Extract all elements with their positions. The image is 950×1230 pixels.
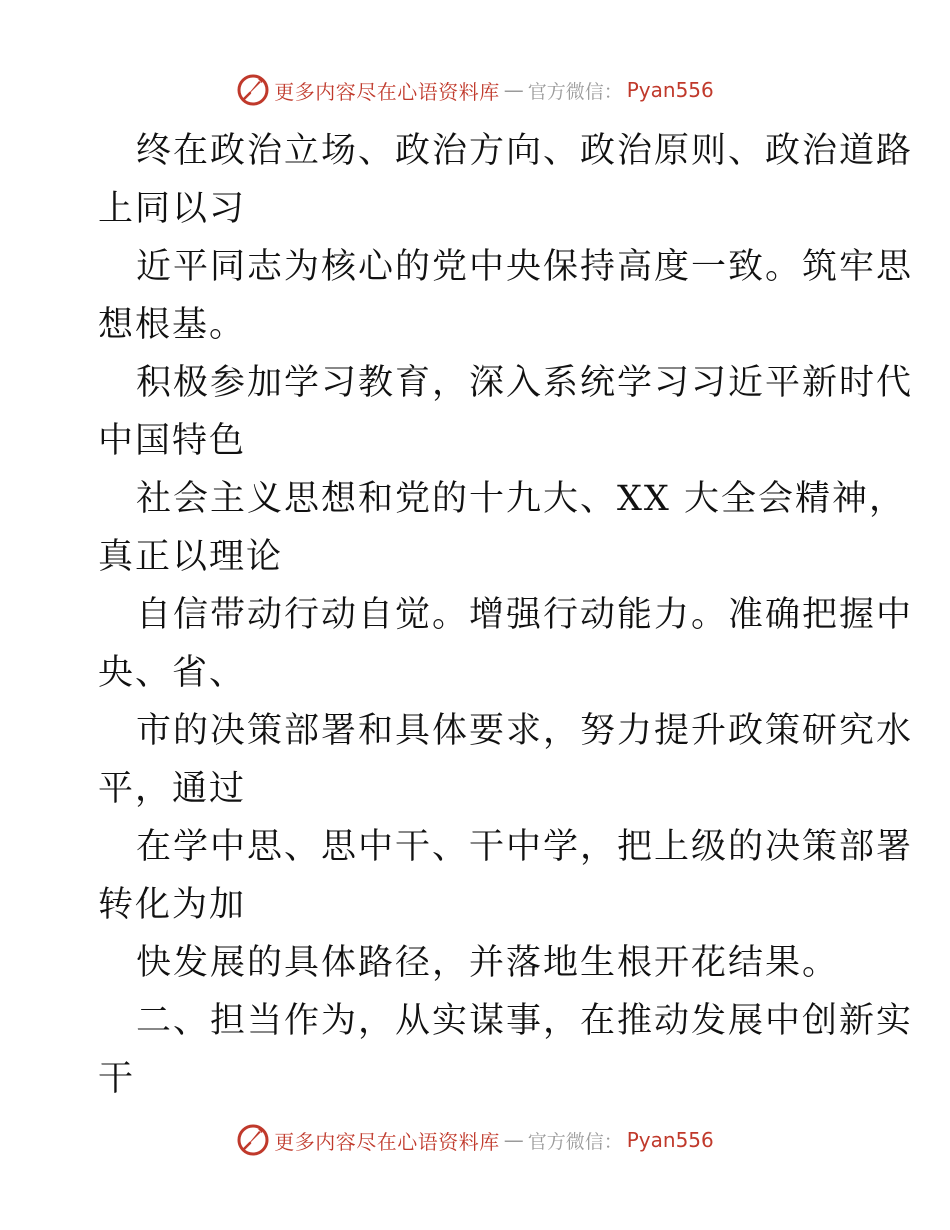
watermark-brand-text: 更多内容尽在心语资料库 — [274, 1129, 500, 1154]
text-line: 在学中思、思中干、干中学，把上级的决策部署 — [136, 827, 914, 867]
footer-watermark — [0, 1120, 950, 1160]
watermark-separator: — — [503, 1128, 524, 1152]
text-line: 转化为加 — [98, 885, 247, 925]
watermark-separator: — — [503, 78, 524, 102]
document-body — [98, 122, 914, 1108]
text-line: 近平同志为核心的党中央保持高度一致。筑牢思 — [136, 247, 914, 287]
text-line: 社会主义思想和党的十九大、XX 大全会精神， — [136, 479, 906, 519]
text-line: 平，通过 — [98, 769, 247, 809]
watermark-wechat-id: Pyan556 — [626, 1128, 714, 1152]
watermark-wechat-label: 官方微信： — [527, 1130, 623, 1153]
text-line: 上同以习 — [98, 189, 247, 229]
text-line: 想根基。 — [98, 305, 247, 345]
header-watermark — [0, 70, 950, 110]
text-line: 终在政治立场、政治方向、政治原则、政治道路 — [136, 131, 914, 171]
quill-pen-logo-icon — [236, 1123, 270, 1157]
text-line: 自信带动行动自觉。增强行动能力。准确把握中 — [136, 595, 914, 635]
section-heading-line: 二、担当作为，从实谋事，在推动发展中创新实 — [136, 1001, 914, 1041]
watermark-wechat-id: Pyan556 — [626, 78, 714, 102]
text-line: 中国特色 — [98, 421, 247, 461]
section-heading-line: 干 — [98, 1059, 136, 1099]
quill-pen-logo-icon — [236, 73, 270, 107]
text-line: 积极参加学习教育，深入系统学习习近平新时代 — [136, 363, 914, 403]
text-line: 快发展的具体路径，并落地生根开花结果。 — [136, 943, 840, 983]
text-line: 市的决策部署和具体要求，努力提升政策研究水 — [136, 711, 914, 751]
text-line: 真正以理论 — [98, 537, 284, 577]
watermark-brand-text: 更多内容尽在心语资料库 — [274, 79, 500, 104]
text-line: 央、省、 — [98, 653, 247, 693]
watermark-wechat-label: 官方微信： — [527, 80, 623, 103]
